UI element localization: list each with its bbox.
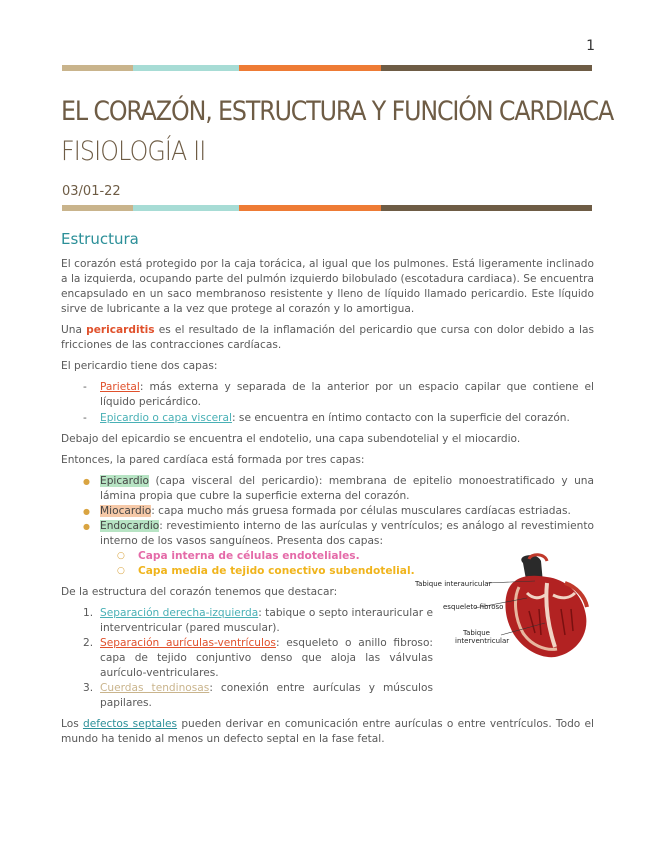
pericardio-layer-list xyxy=(61,380,594,426)
list-item: 1. Separación derecha-izquierda: tabique o septo interauricular e interventricular (pared muscular). xyxy=(83,607,433,634)
top-color-bar xyxy=(62,65,592,71)
highlight-list xyxy=(61,606,433,711)
list-item: - Parietal: más externa y separada de la anterior por un espacio capilar que contiene el líquido pericárdico. xyxy=(83,380,594,410)
document-title: EL CORAZÓN, ESTRUCTURA Y FUNCIÓN CARDIACA xyxy=(61,96,614,127)
bottom-color-bar xyxy=(62,205,592,211)
paragraph-pericardio-layers: El pericardio tiene dos capas: xyxy=(61,360,218,372)
label-esqueleto-fibroso: esqueleto fibroso xyxy=(443,603,504,611)
link-defectos-septales[interactable]: defectos septales xyxy=(82,718,178,730)
heart-illustration xyxy=(415,553,595,663)
list-item: ● Endocardio: revestimiento interno de las aurículas y ventrículos; es análogo al revestimiento interno de los vasos sanguíneos. Presenta dos capas: ○ Capa interna de células endoteliales. ○ Capa media de tejido conectivo subendotelial. xyxy=(83,519,594,579)
link-cuerdas-tendinosas[interactable]: Cuerdas tendinosas xyxy=(100,682,210,694)
document-body xyxy=(61,232,594,753)
page-number: 1 xyxy=(586,38,595,54)
list-item: ● Miocardio: capa mucho más gruesa formada por células musculares cardíacas estriadas. xyxy=(83,504,594,519)
paragraph-septal-defects: Los defectos septales pueden derivar en comunicación entre aurículas o entre ventrículos. Todo el mundo ha tenido al menos un defecto septal en la fase fetal. xyxy=(61,718,594,745)
list-item: ● Epicardio (capa visceral del pericardio): membrana de epitelio monoestratificado y una lámina propia que cubre la superficie externa del corazón. xyxy=(83,474,594,504)
list-item: ○ Capa interna de células endoteliales. xyxy=(117,549,594,564)
paragraph-intro: El corazón está protegido por la caja torácica, al igual que los pulmones. Está ligeramente inclinado a la izquierda, ocupando parte del pulmón izquierdo bilobulado (escotadura cardiaca). Se encuentra encapsulado en un saco membranoso resistente y lleno de líquido llamado pericardio. Este líquido sirve de lubricante a la vez que protege al corazón y lo amortigua. xyxy=(61,258,594,315)
term-miocardio: Miocardio xyxy=(100,505,152,517)
section-heading: Estructura xyxy=(61,230,139,248)
paragraph-wall-layers: Entonces, la pared cardíaca está formada por tres capas: xyxy=(61,454,365,466)
paragraph-pericarditis: Una pericarditis es el resultado de la inflamación del pericardio que cursa con dolor debido a las fricciones de las contracciones cardíacas. xyxy=(61,324,594,351)
paragraph-highlights: De la estructura del corazón tenemos que destacar: xyxy=(61,586,338,598)
term-epicardio: Epicardio xyxy=(100,475,149,487)
link-parietal[interactable]: Parietal xyxy=(100,381,140,393)
label-tabique-interauricular: Tabique interauricular xyxy=(415,580,492,588)
list-item: ○ Capa media de tejido conectivo subendotelial. xyxy=(117,564,594,579)
list-item: 3. Cuerdas tendinosas: conexión entre aurículas y músculos papilares. xyxy=(83,682,433,709)
term-endocardio: Endocardio xyxy=(100,520,160,532)
document-date: 03/01-22 xyxy=(62,184,121,199)
label-interventricular: interventricular xyxy=(455,637,510,645)
label-tabique: Tabique xyxy=(463,629,490,637)
link-epicardio[interactable]: Epicardio o capa visceral xyxy=(100,412,232,424)
link-separacion-derecha-izquierda[interactable]: Separación derecha-izquierda xyxy=(100,607,259,619)
list-item: - Epicardio o capa visceral: se encuentra en íntimo contacto con la superficie del corazón. xyxy=(83,411,594,426)
term-pericarditis: pericarditis xyxy=(86,324,155,336)
document-subtitle: FISIOLOGÍA II xyxy=(61,136,206,167)
link-separacion-auriculas-ventriculos[interactable]: Separación aurículas-ventrículos xyxy=(100,637,276,649)
paragraph-endotelio: Debajo del epicardio se encuentra el endotelio, una capa subendotelial y el miocardio. xyxy=(61,433,521,445)
heart-diagram xyxy=(415,553,595,663)
list-item: 2. Separación aurículas-ventrículos: esqueleto o anillo fibroso: capa de tejido conjuntivo denso que aloja las válvulas aurículo-ventriculares. xyxy=(83,637,434,679)
